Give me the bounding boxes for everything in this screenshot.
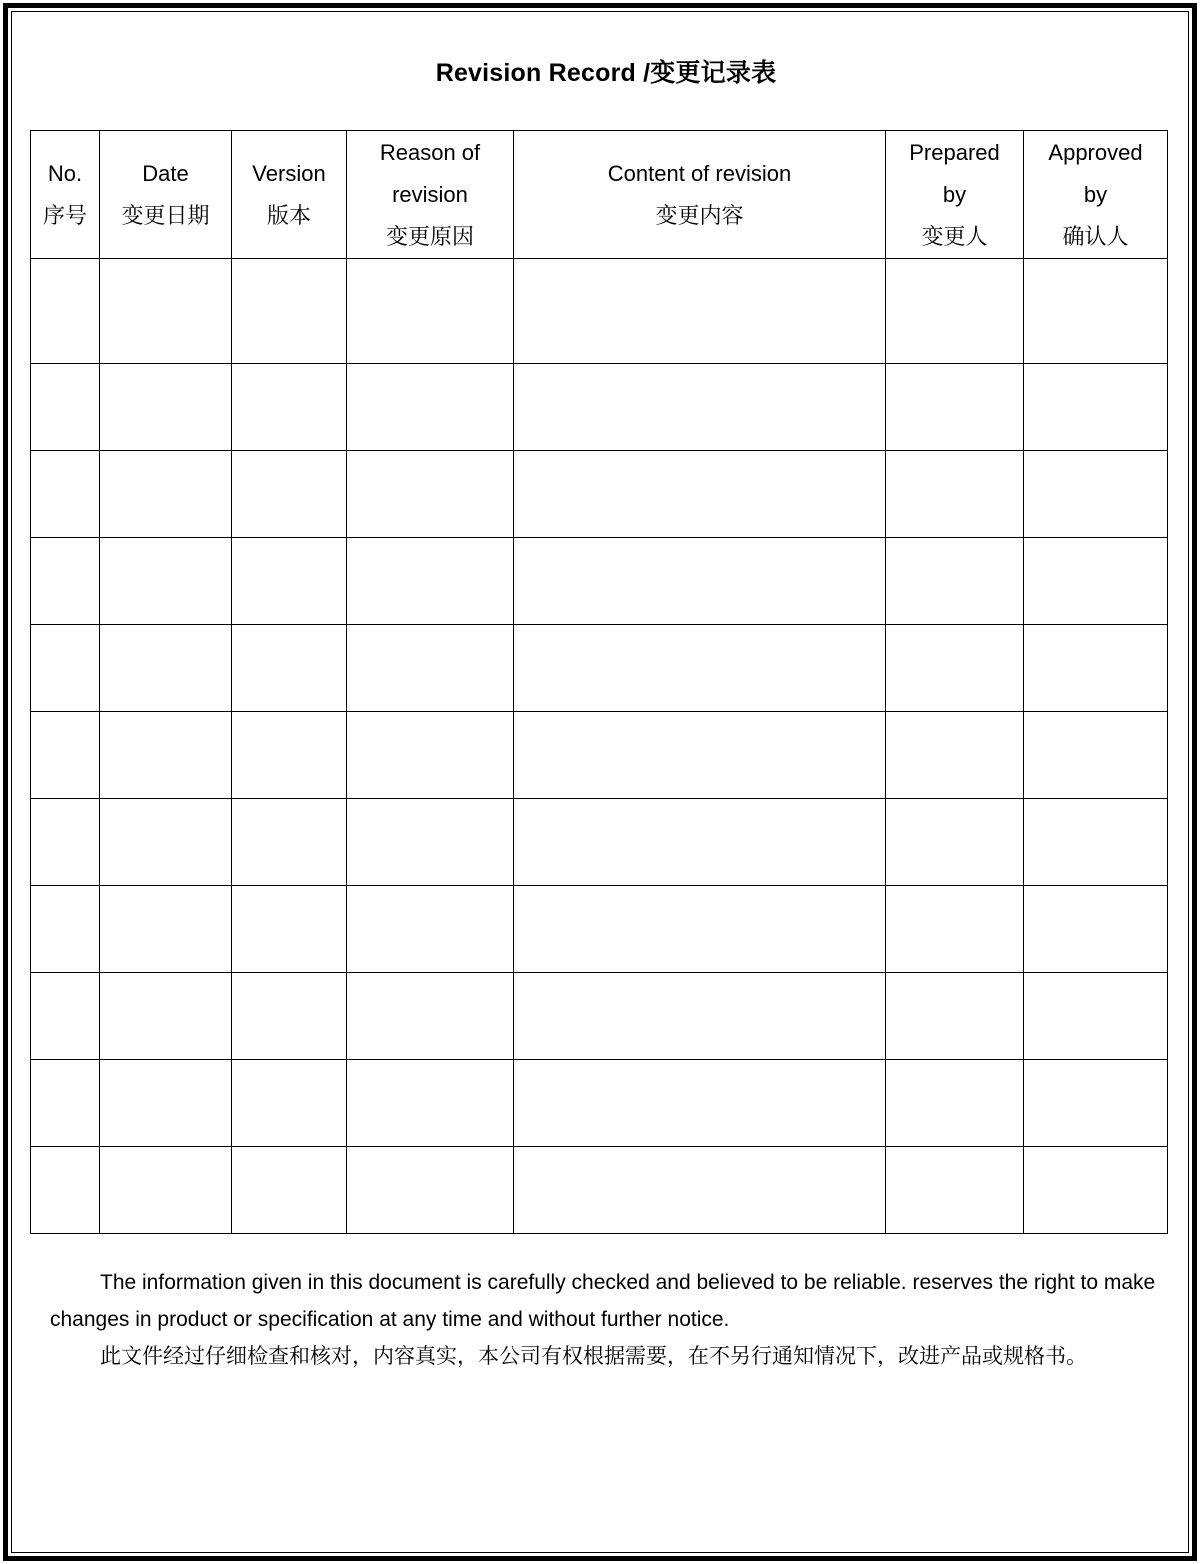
table-cell[interactable] bbox=[100, 625, 232, 712]
table-cell[interactable] bbox=[347, 259, 514, 364]
table-row bbox=[31, 973, 1168, 1060]
header-label: No. bbox=[47, 160, 83, 186]
header-label: Date bbox=[142, 160, 189, 186]
table-cell[interactable] bbox=[514, 538, 886, 625]
table-cell[interactable] bbox=[31, 625, 100, 712]
header-content bbox=[514, 131, 886, 259]
table-cell[interactable] bbox=[347, 1147, 514, 1234]
table-cell[interactable] bbox=[232, 973, 347, 1060]
table-cell[interactable] bbox=[886, 259, 1024, 364]
table-cell[interactable] bbox=[347, 451, 514, 538]
disclaimer-english: The information given in this document is carefully checked and believed to be reliable. reserves the right to make changes in product or specification at any time and without further notice. bbox=[50, 1271, 1156, 1331]
table-cell[interactable] bbox=[100, 451, 232, 538]
table-row bbox=[31, 451, 1168, 538]
table-cell[interactable] bbox=[1024, 364, 1168, 451]
table-cell[interactable] bbox=[886, 538, 1024, 625]
table-cell[interactable] bbox=[100, 973, 232, 1060]
table-cell[interactable] bbox=[232, 538, 347, 625]
document-title: Revision Record /变更记录表 bbox=[435, 59, 777, 87]
table-cell[interactable] bbox=[232, 451, 347, 538]
table-cell[interactable] bbox=[100, 538, 232, 625]
table-cell[interactable] bbox=[886, 625, 1024, 712]
table-cell[interactable] bbox=[514, 712, 886, 799]
table-cell[interactable] bbox=[1024, 625, 1168, 712]
table-header-row bbox=[31, 131, 1168, 259]
table-cell[interactable] bbox=[514, 799, 886, 886]
table-cell[interactable] bbox=[347, 538, 514, 625]
header-label: 变更人 bbox=[921, 223, 988, 249]
table-cell[interactable] bbox=[347, 712, 514, 799]
table-cell[interactable] bbox=[1024, 712, 1168, 799]
table-cell[interactable] bbox=[31, 451, 100, 538]
table-cell[interactable] bbox=[31, 799, 100, 886]
table-cell[interactable] bbox=[31, 712, 100, 799]
table-cell[interactable] bbox=[886, 364, 1024, 451]
table-cell[interactable] bbox=[31, 538, 100, 625]
table-cell[interactable] bbox=[100, 1147, 232, 1234]
table-cell[interactable] bbox=[1024, 538, 1168, 625]
table-cell[interactable] bbox=[886, 451, 1024, 538]
table-cell[interactable] bbox=[347, 625, 514, 712]
table-cell[interactable] bbox=[232, 1147, 347, 1234]
table-cell[interactable] bbox=[31, 1060, 100, 1147]
table-cell[interactable] bbox=[347, 1060, 514, 1147]
header-version bbox=[232, 131, 347, 259]
table-cell[interactable] bbox=[232, 1060, 347, 1147]
header-label: 变更内容 bbox=[655, 202, 744, 228]
table-cell[interactable] bbox=[1024, 259, 1168, 364]
table-cell[interactable] bbox=[31, 886, 100, 973]
table-cell[interactable] bbox=[232, 886, 347, 973]
table-cell[interactable] bbox=[514, 1147, 886, 1234]
table-cell[interactable] bbox=[100, 886, 232, 973]
table-cell[interactable] bbox=[31, 1147, 100, 1234]
header-label: by bbox=[1083, 181, 1108, 207]
table-cell[interactable] bbox=[886, 1147, 1024, 1234]
header-approved-by bbox=[1024, 131, 1168, 259]
header-label: Version bbox=[252, 160, 326, 186]
table-cell[interactable] bbox=[1024, 886, 1168, 973]
table-cell[interactable] bbox=[100, 1060, 232, 1147]
table-row bbox=[31, 364, 1168, 451]
revision-record-table bbox=[30, 130, 1168, 1234]
disclaimer-notice bbox=[50, 1264, 1162, 1375]
table-cell[interactable] bbox=[232, 259, 347, 364]
header-prepared-by bbox=[886, 131, 1024, 259]
table-row bbox=[31, 1060, 1168, 1147]
header-label: Content of revision bbox=[607, 160, 792, 186]
header-label: Reason of bbox=[379, 139, 481, 165]
table-cell[interactable] bbox=[514, 364, 886, 451]
table-cell[interactable] bbox=[886, 886, 1024, 973]
header-label: revision bbox=[392, 181, 468, 207]
table-cell[interactable] bbox=[347, 799, 514, 886]
table-cell[interactable] bbox=[514, 451, 886, 538]
table-cell[interactable] bbox=[100, 364, 232, 451]
table-row bbox=[31, 259, 1168, 364]
header-label: 版本 bbox=[266, 202, 311, 228]
table-cell[interactable] bbox=[514, 1060, 886, 1147]
header-reason bbox=[347, 131, 514, 259]
table-row bbox=[31, 886, 1168, 973]
header-label: Prepared bbox=[909, 139, 1000, 165]
header-label: 序号 bbox=[42, 202, 87, 228]
table-cell[interactable] bbox=[1024, 973, 1168, 1060]
table-row bbox=[31, 799, 1168, 886]
table-cell[interactable] bbox=[347, 886, 514, 973]
header-label: Approved bbox=[1048, 139, 1143, 165]
table-row bbox=[31, 1147, 1168, 1234]
table-cell[interactable] bbox=[886, 973, 1024, 1060]
table-cell[interactable] bbox=[232, 799, 347, 886]
table-cell[interactable] bbox=[886, 799, 1024, 886]
header-label: 变更日期 bbox=[121, 202, 210, 228]
table-cell[interactable] bbox=[232, 364, 347, 451]
table-cell[interactable] bbox=[1024, 451, 1168, 538]
table-cell[interactable] bbox=[31, 364, 100, 451]
table-cell[interactable] bbox=[31, 259, 100, 364]
header-label: 确认人 bbox=[1062, 223, 1129, 249]
table-cell[interactable] bbox=[1024, 799, 1168, 886]
table-cell[interactable] bbox=[100, 712, 232, 799]
header-date bbox=[100, 131, 232, 259]
table-row bbox=[31, 625, 1168, 712]
table-cell[interactable] bbox=[514, 625, 886, 712]
table-cell[interactable] bbox=[514, 973, 886, 1060]
table-cell[interactable] bbox=[232, 712, 347, 799]
table-cell[interactable] bbox=[100, 799, 232, 886]
table-body bbox=[31, 259, 1168, 1234]
table-cell[interactable] bbox=[347, 973, 514, 1060]
table-cell[interactable] bbox=[347, 364, 514, 451]
table-cell[interactable] bbox=[232, 625, 347, 712]
table-cell[interactable] bbox=[31, 973, 100, 1060]
table-row bbox=[31, 538, 1168, 625]
header-label: 变更原因 bbox=[385, 223, 474, 249]
table-cell[interactable] bbox=[1024, 1060, 1168, 1147]
table-cell[interactable] bbox=[1024, 1147, 1168, 1234]
table-cell[interactable] bbox=[886, 1060, 1024, 1147]
table-cell[interactable] bbox=[100, 259, 232, 364]
table-row bbox=[31, 712, 1168, 799]
header-no bbox=[31, 131, 100, 259]
table-cell[interactable] bbox=[514, 259, 886, 364]
disclaimer-chinese: 此文件经过仔细检查和核对，内容真实，本公司有权根据需要，在不另行通知情况下，改进产品或规格书。 bbox=[100, 1345, 1087, 1368]
table-cell[interactable] bbox=[886, 712, 1024, 799]
header-label: by bbox=[942, 181, 967, 207]
table-cell[interactable] bbox=[514, 886, 886, 973]
